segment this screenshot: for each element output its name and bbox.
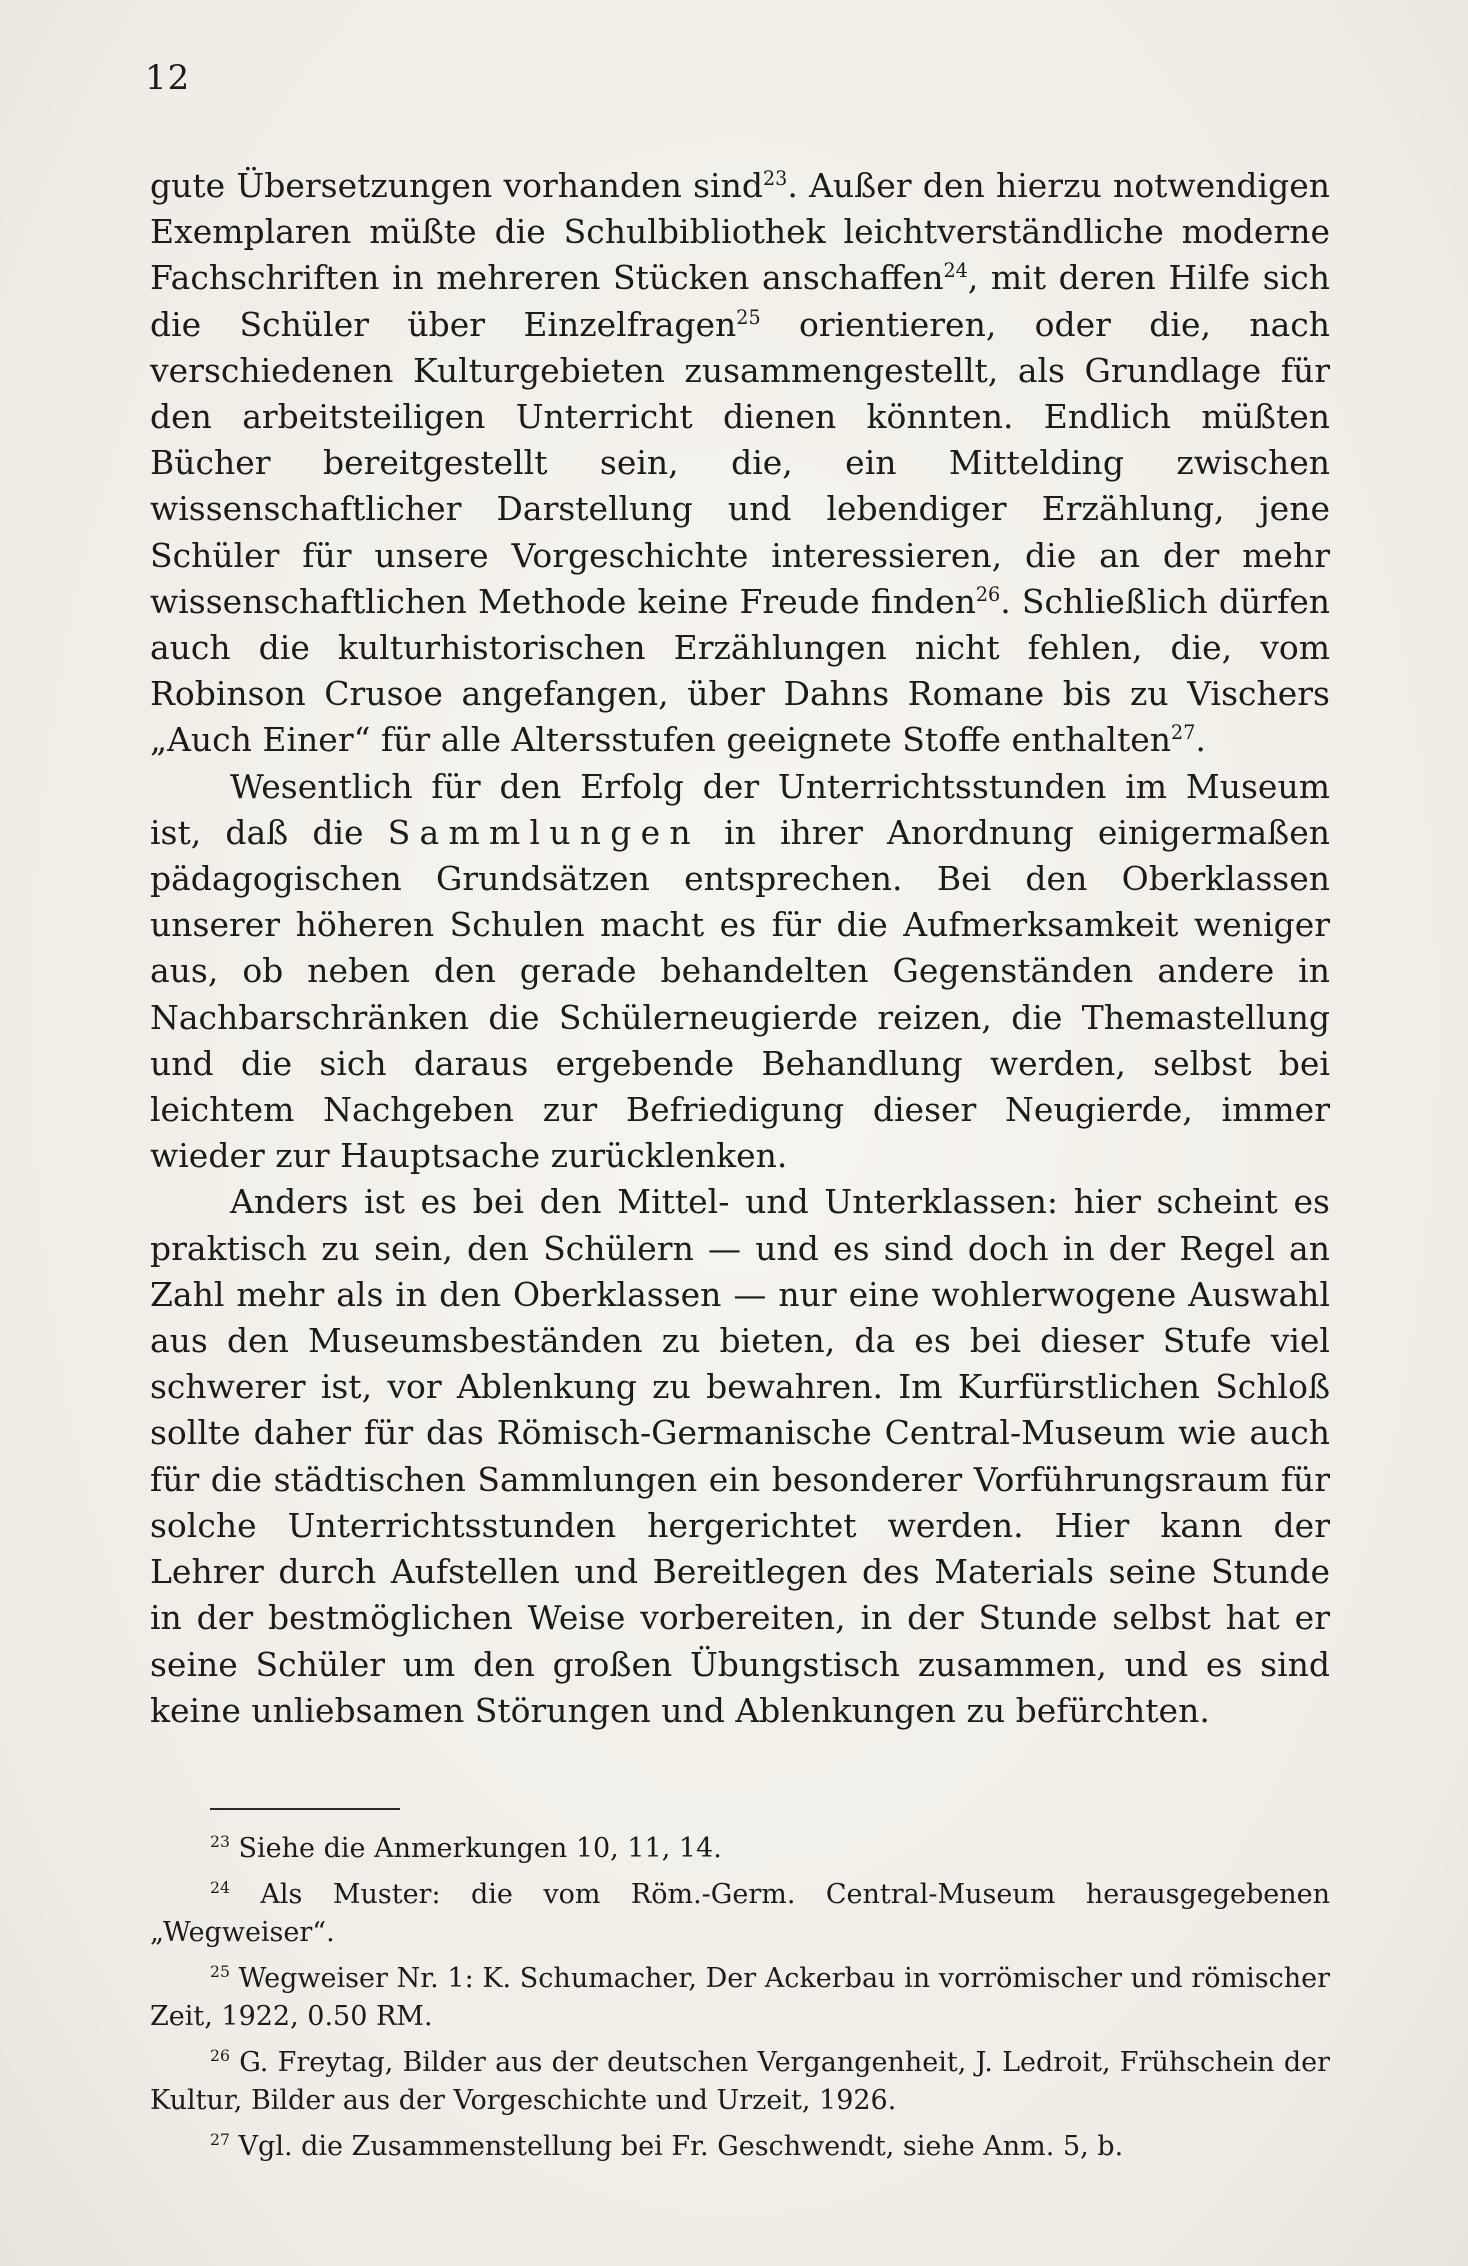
footnote — [150, 2128, 1330, 2166]
footnote-number: 27 — [210, 2130, 230, 2149]
footnote-number: 23 — [210, 1832, 230, 1851]
footnote-number: 26 — [210, 2046, 230, 2065]
spaced-emphasis: Sammlungen — [387, 812, 700, 852]
paragraph-text: in ihrer Anordnung einigermaßen pädagogischen Grundsätzen entsprechen. Bei den Oberklassen unserer höheren Schulen macht es für die Aufmerksamkeit weniger aus, ob neben den gerade behandelten Gegenständen andere in Nachbarschränken die Schülerneugierde reizen, die Themastellung und die sich daraus ergebende Behandlung werden, selbst bei leichtem Nachgeben zur Befriedigung dieser Neugierde, immer wieder zur Hauptsache zurücklenken. — [150, 812, 1330, 1176]
footnotes — [150, 1830, 1330, 2174]
paragraph-text: . Schließlich dürfen auch die kulturhistorischen Erzählungen nicht fehlen, die, vom Robinson Crusoe angefangen, über Dahns Romane bis zu Vischers „Auch Einer“ für alle Altersstufen geeignete Stoffe enthalten — [150, 581, 1330, 760]
paragraph-text: . Außer den hierzu notwendigen Exemplaren müßte die Schulbibliothek leichtverständliche moderne Fachschriften in mehreren Stücken anschaffen — [150, 166, 1330, 298]
footnote-number: 25 — [210, 1962, 230, 1981]
paragraph-text: orientieren, oder die, nach verschiedenen Kulturgebieten zusammengestellt, als Grundlage für den arbeitsteiligen Unterricht dienen könnten. Endlich müßten Bücher bereitgestellt sein, die, ein Mittelding zwischen wissenschaftlicher Darstellung und lebendiger Erzählung, jene Schüler für unsere Vorgeschichte interessieren, die an der mehr wissenschaftlichen Methode keine Freude finden — [150, 304, 1330, 621]
footnote-text: Siehe die Anmerkungen 10, 11, 14. — [238, 1833, 722, 1864]
footnote — [150, 1876, 1330, 1952]
footnote — [150, 1960, 1330, 2036]
paragraph-2 — [150, 764, 1330, 1180]
paragraph-text: gute Übersetzungen vorhanden sind — [150, 166, 763, 205]
body-text — [150, 163, 1330, 1734]
footnote-ref: 25 — [736, 305, 761, 329]
paragraph-1 — [150, 163, 1330, 764]
page-number: 12 — [145, 58, 191, 98]
footnote-ref: 24 — [943, 259, 968, 283]
footnote-text: Vgl. die Zusammenstellung bei Fr. Geschwendt, siehe Anm. 5, b. — [238, 2131, 1124, 2162]
paragraph-text: . — [1195, 720, 1206, 760]
paragraph-3: Anders ist es bei den Mittel- und Unterklassen: hier scheint es praktisch zu sein, den Schülern — und es sind doch in der Regel an Zahl mehr als in den Oberklassen — nur eine wohlerwogene Auswahl aus den Museumsbeständen zu bieten, da es bei dieser Stufe viel schwerer ist, vor Ablenkung zu bewahren. Im Kurfürstlichen Schloß sollte daher für das Römisch-Germanische Central-Museum wie auch für die städtischen Sammlungen ein besonderer Vorführungsraum für solche Unterrichtsstunden hergerichtet werden. Hier kann der Lehrer durch Aufstellen und Bereitlegen des Materials seine Stunde in der bestmöglichen Weise vorbereiten, in der Stunde selbst hat er seine Schüler um den großen Übungstisch zusammen, und es sind keine unliebsamen Störungen und Ablenkungen zu befürchten. — [150, 1182, 1330, 1730]
footnote-text: Als Muster: die vom Röm.-Germ. Central-Museum herausgegebenen „Wegweiser“. — [150, 1879, 1330, 1948]
paragraph-text: Wesentlich für den Erfolg der Unterrichtsstunden im Museum ist, daß die — [150, 766, 1330, 852]
footnote-number: 24 — [210, 1878, 230, 1897]
footnote — [150, 2044, 1330, 2120]
footnote-ref: 26 — [975, 582, 1001, 606]
footnote-ref: 27 — [1171, 721, 1196, 745]
footnote-ref: 23 — [762, 167, 788, 190]
footnote-text: Wegweiser Nr. 1: K. Schumacher, Der Ackerbau in vorrömischer und römischer Zeit, 1922, 0.50 RM. — [150, 1963, 1330, 2032]
footnote-text: G. Freytag, Bilder aus der deutschen Vergangenheit, J. Ledroit, Frühschein der Kultur, Bilder aus der Vorgeschichte und Urzeit, 1926. — [150, 2047, 1330, 2116]
footnote-divider — [210, 1808, 400, 1810]
paragraph-text: , mit deren Hilfe sich die Schüler über Einzelfragen — [150, 258, 1330, 344]
footnote — [150, 1830, 1330, 1868]
